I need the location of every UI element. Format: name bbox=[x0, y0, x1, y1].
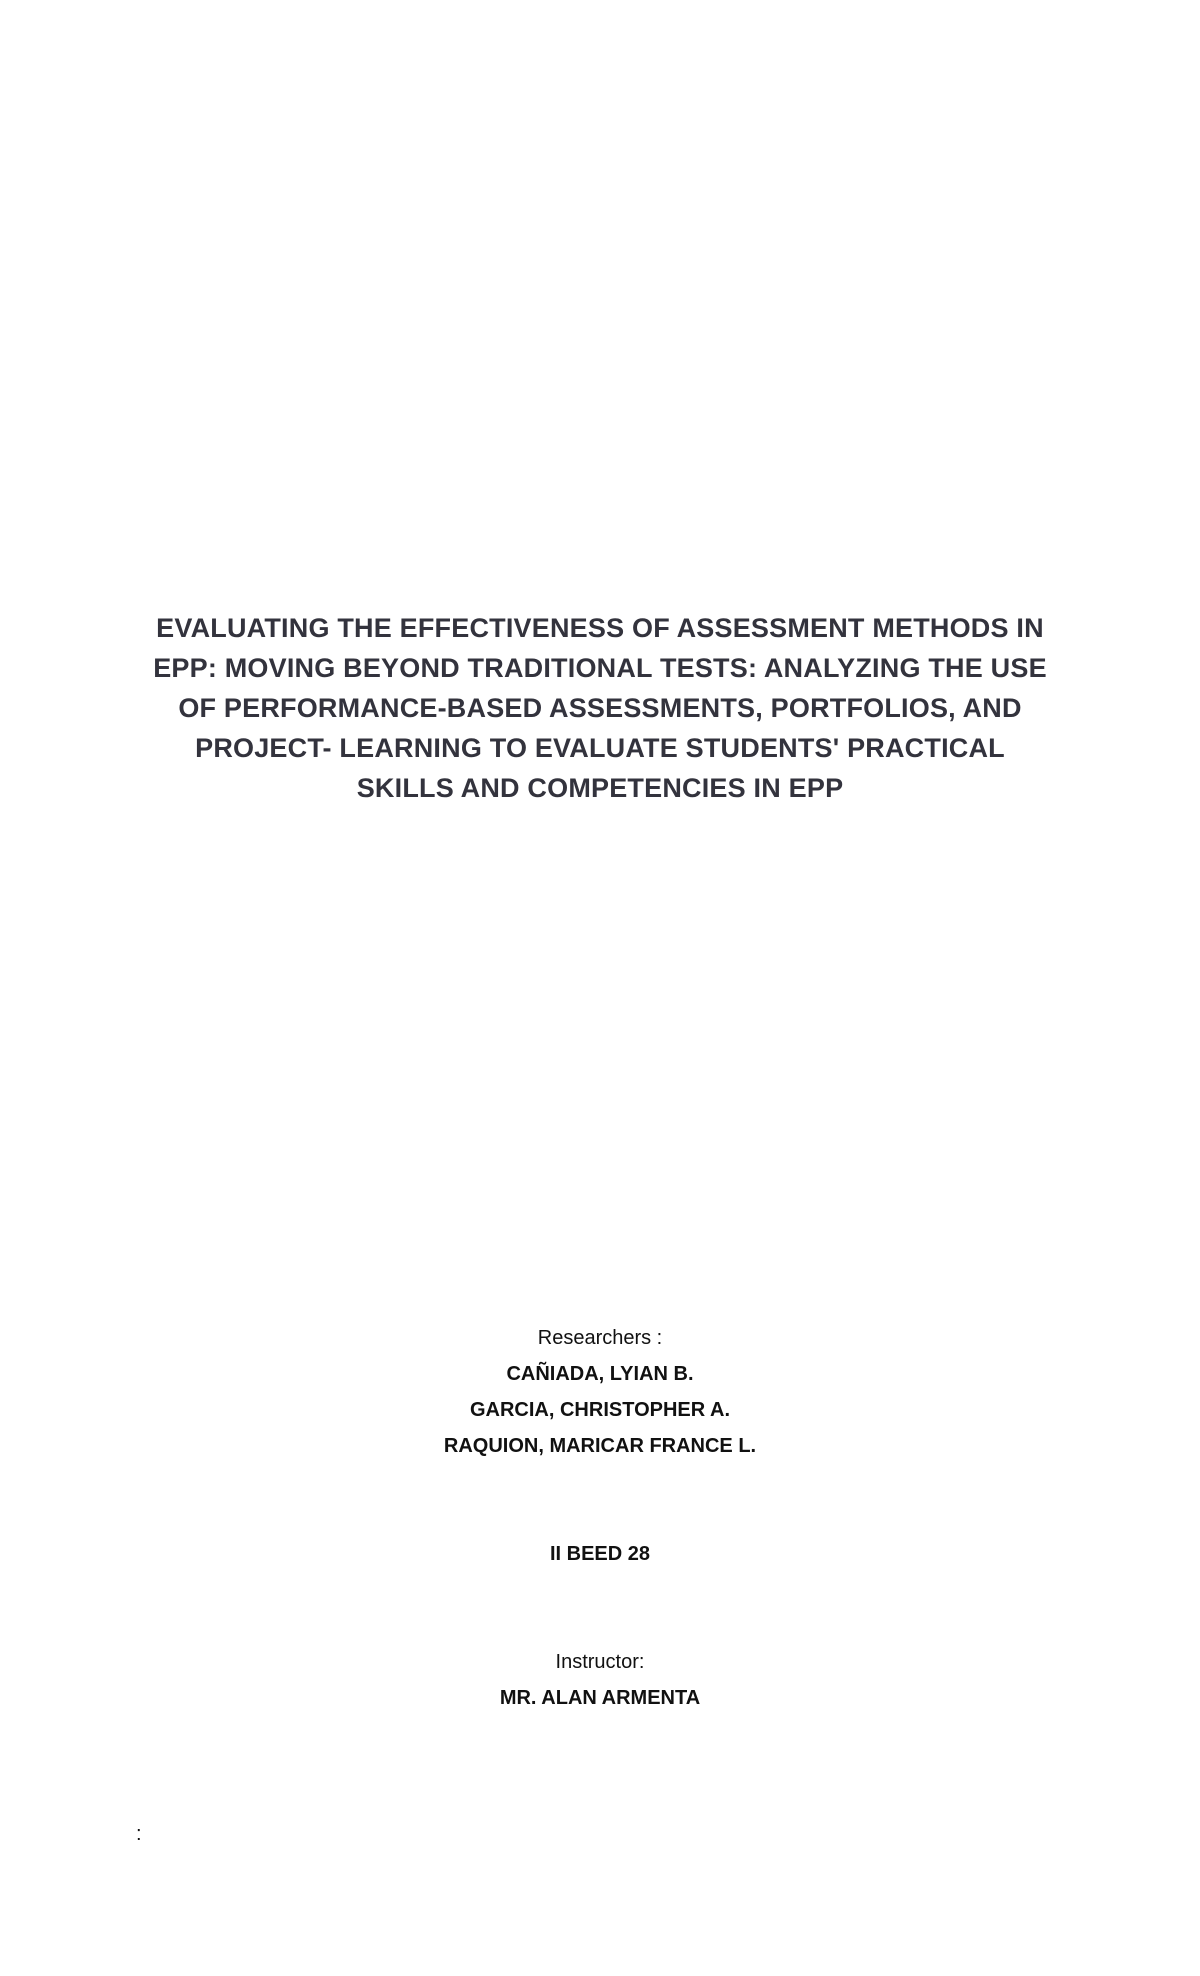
title-line: PROJECT- LEARNING TO EVALUATE STUDENTS' PRACTICAL bbox=[195, 733, 1005, 763]
researchers-label: Researchers : bbox=[537, 1327, 663, 1349]
section-code: II BEED 28 bbox=[549, 1543, 651, 1565]
title-line: EPP: MOVING BEYOND TRADITIONAL TESTS: ANALYZING THE USE bbox=[153, 653, 1047, 683]
researcher-name: CAÑIADA, LYIAN B. bbox=[506, 1363, 694, 1385]
title-line: EVALUATING THE EFFECTIVENESS OF ASSESSMENT METHODS IN bbox=[156, 613, 1044, 643]
researcher-name: RAQUION, MARICAR FRANCE L. bbox=[443, 1435, 757, 1457]
instructor-label: Instructor: bbox=[555, 1651, 645, 1673]
stray-colon-mark: : bbox=[136, 1823, 142, 1845]
instructor-section bbox=[300, 1644, 900, 1716]
class-section bbox=[300, 1536, 900, 1572]
researchers-section bbox=[300, 1320, 900, 1464]
document-title bbox=[120, 608, 1080, 808]
title-line: OF PERFORMANCE-BASED ASSESSMENTS, PORTFOLIOS, AND bbox=[178, 693, 1022, 723]
instructor-name: MR. ALAN ARMENTA bbox=[499, 1687, 701, 1709]
researcher-name: GARCIA, CHRISTOPHER A. bbox=[469, 1399, 731, 1421]
title-line: SKILLS AND COMPETENCIES IN EPP bbox=[356, 773, 844, 803]
